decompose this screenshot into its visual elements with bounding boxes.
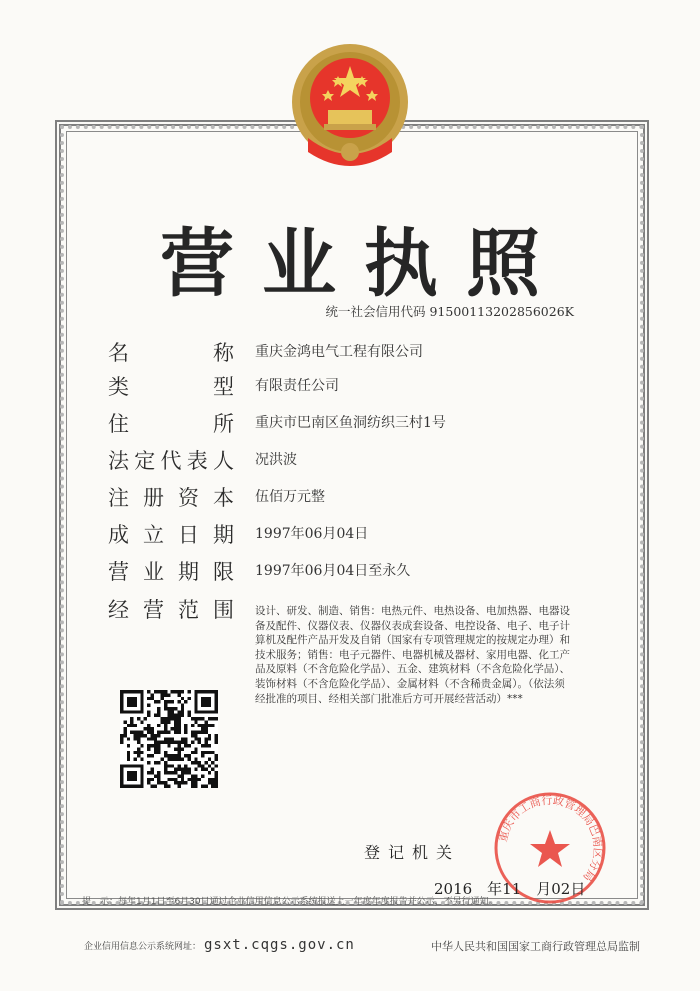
field-label — [108, 556, 234, 586]
field-label-char: 代 — [160, 449, 182, 473]
field-label-char: 业 — [143, 560, 164, 584]
footer-website-link[interactable]: gsxt.cqgs.gov.cn — [204, 937, 355, 953]
field-value: 重庆市巴南区鱼洞纺织三村1号 — [255, 415, 446, 431]
field-label — [108, 408, 234, 438]
field-label-char: 期 — [213, 523, 234, 547]
field-label-char: 经 — [108, 598, 129, 622]
field-label-char: 营 — [143, 598, 164, 622]
field-label-char: 期 — [178, 560, 199, 584]
field-label-char: 人 — [213, 449, 234, 473]
field-label-char: 册 — [143, 486, 164, 510]
field-label-char: 法 — [108, 449, 129, 473]
field-value: 1997年06月04日至永久 — [255, 563, 411, 579]
field-label — [108, 337, 234, 367]
field-label — [108, 482, 234, 512]
footer-system-label: 企业信用信息公示系统网址： — [84, 942, 202, 952]
field-value: 重庆金鸿电气工程有限公司 — [255, 344, 423, 360]
footer-supervisor: 中华人民共和国国家工商行政管理总局监制 — [431, 940, 640, 953]
unified-credit-code: 统一社会信用代码 91500113202856026K — [325, 304, 574, 319]
field-label-char: 称 — [213, 341, 234, 365]
field-label-char: 范 — [178, 598, 199, 622]
business-scope-text: 设计、研发、制造、销售：电热元件、电热设备、电加热器、电器设备及配件、仪器仪表、仪器仪表成套设备、电控设备、电子、电子计算机及配件产品开发及自销（国家有专项管理规定的按规定办理）和技术服务；销售：电子元器件、电器机械及器材、家用电器、化工产品及原料（不含危险化学品）、五金、建筑材料（不含危险化学品）、装饰材料（不含危险化学品）、金属材料（不含稀贵金属）。（依法须经批准的项目、经相关部门批准后方可开展经营活动）*** — [255, 605, 570, 705]
document-title: 营业执照 — [160, 221, 568, 307]
field-label-char: 表 — [186, 449, 208, 473]
field-label-char: 日 — [178, 523, 199, 547]
issue-date: 2016 年11 月02日 — [434, 880, 586, 898]
field-label-char: 名 — [108, 341, 129, 365]
field-label-char: 本 — [213, 486, 234, 510]
field-label-char: 立 — [143, 523, 164, 547]
field-label-char: 资 — [178, 486, 199, 510]
field-label-char: 营 — [108, 560, 129, 584]
field-label — [108, 445, 234, 475]
field-label-char: 型 — [213, 375, 234, 399]
qr-code-icon — [120, 690, 218, 788]
field-label-char: 限 — [213, 560, 234, 584]
registration-authority-label: 登记机关 — [364, 843, 461, 862]
field-label-char: 所 — [213, 412, 234, 436]
field-label-char: 围 — [213, 598, 234, 622]
field-value: 1997年06月04日 — [255, 526, 369, 542]
field-value: 有限责任公司 — [255, 378, 339, 394]
field-value: 况洪波 — [255, 452, 297, 468]
field-label — [108, 594, 234, 624]
field-label — [108, 371, 234, 401]
field-label-char: 定 — [134, 449, 156, 473]
field-label-char: 类 — [108, 375, 129, 399]
field-label-char: 住 — [108, 412, 129, 436]
annual-report-notice: 提 示：每年1月1日至6月30日通过企业信用信息公示系统报送上一年度年度报告并公示，不另行通知。 — [82, 897, 498, 907]
field-label-char: 注 — [108, 486, 129, 510]
field-label — [108, 519, 234, 549]
svg-text:重庆市工商行政管理局巴南区分局: 重庆市工商行政管理局巴南区分局 — [496, 793, 605, 884]
field-label-char: 成 — [108, 523, 129, 547]
national-emblem-icon — [288, 40, 413, 180]
field-value: 伍佰万元整 — [255, 489, 325, 505]
